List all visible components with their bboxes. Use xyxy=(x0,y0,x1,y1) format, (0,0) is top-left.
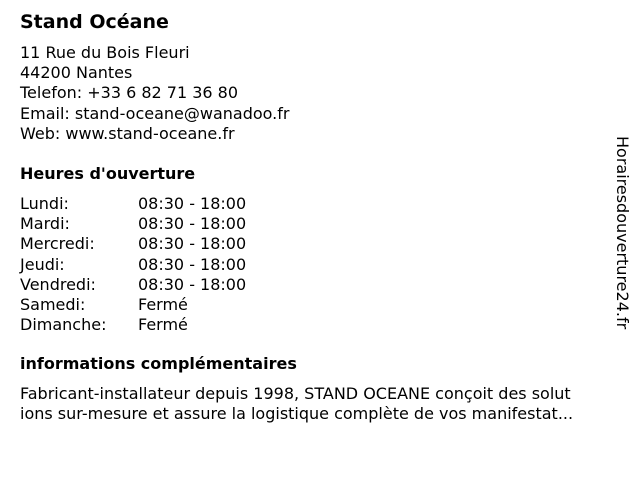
hours-row-sunday xyxy=(20,315,280,335)
business-name: Stand Océane xyxy=(20,11,169,33)
additional-info-heading: informations complémentaires xyxy=(20,354,297,373)
hours-row-wednesday xyxy=(20,234,280,254)
opening-hours-heading: Heures d'ouverture xyxy=(20,164,196,183)
hours-row-tuesday xyxy=(20,214,280,234)
email-address[interactable]: Email: stand-oceane@wanadoo.fr xyxy=(20,103,290,123)
hours-time: Fermé xyxy=(138,315,188,335)
hours-day: Vendredi: xyxy=(20,274,96,294)
hours-time: 08:30 - 18:00 xyxy=(138,254,247,274)
address-street: 11 Rue du Bois Fleuri xyxy=(20,43,190,62)
hours-row-thursday xyxy=(20,255,280,275)
additional-info-text xyxy=(20,384,620,424)
hours-time: 08:30 - 18:00 xyxy=(138,274,247,294)
hours-time: 08:30 - 18:00 xyxy=(138,234,247,254)
site-brand-vertical: Horairesdouverture24.fr xyxy=(613,136,632,330)
website-link[interactable]: Web: www.stand-oceane.fr xyxy=(20,123,235,143)
hours-day: Mercredi: xyxy=(20,234,95,254)
info-line: Fabricant-installateur depuis 1998, STAND OCEANE conçoit des solut xyxy=(20,384,571,403)
hours-day: Mardi: xyxy=(20,214,70,234)
hours-day: Lundi: xyxy=(20,194,69,213)
info-line: ions sur-mesure et assure la logistique complète de vos manifestat... xyxy=(20,404,574,423)
hours-row-monday xyxy=(20,194,280,214)
hours-time: Fermé xyxy=(138,294,188,314)
hours-time: 08:30 - 18:00 xyxy=(138,214,247,234)
opening-hours-table xyxy=(20,194,280,335)
hours-row-friday xyxy=(20,275,280,295)
phone-number[interactable]: Telefon: +33 6 82 71 36 80 xyxy=(20,83,239,103)
hours-day: Jeudi: xyxy=(20,254,65,274)
hours-day: Dimanche: xyxy=(20,315,107,335)
hours-day: Samedi: xyxy=(20,294,86,314)
address-city: 44200 Nantes xyxy=(20,63,133,83)
hours-time: 08:30 - 18:00 xyxy=(138,194,247,213)
hours-row-saturday xyxy=(20,295,280,315)
contact-block xyxy=(20,43,289,144)
